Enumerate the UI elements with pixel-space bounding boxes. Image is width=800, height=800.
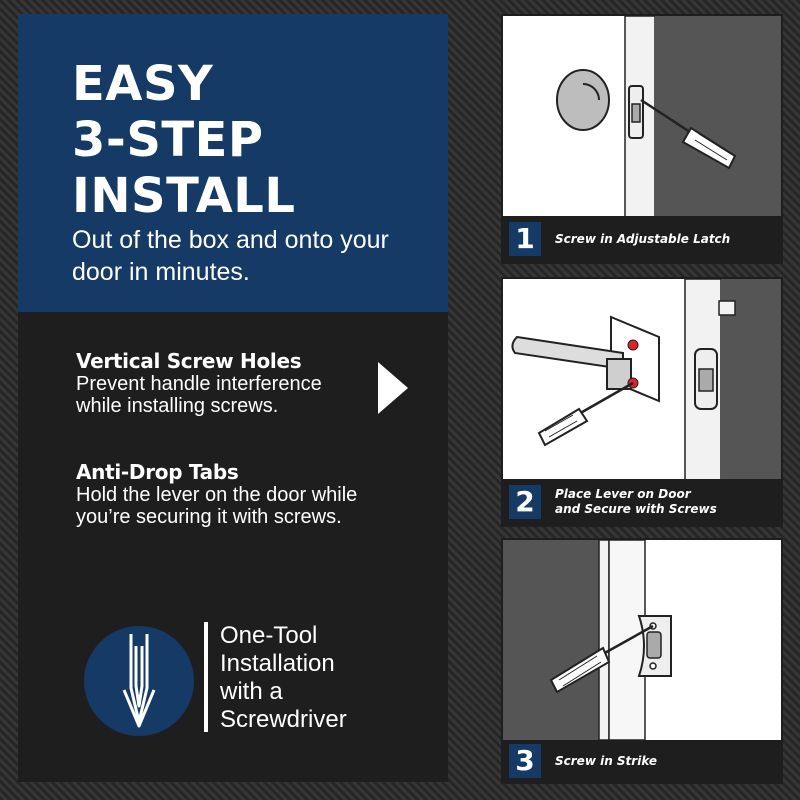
headline bbox=[72, 56, 295, 224]
strike-install-illustration bbox=[503, 540, 781, 740]
step-1-card bbox=[501, 14, 783, 264]
feature-vertical-screw-holes bbox=[76, 349, 356, 417]
step-caption-bar bbox=[503, 479, 781, 525]
headline-line: 3-STEP bbox=[72, 112, 264, 168]
feature-anti-drop-tabs bbox=[76, 460, 366, 528]
step-caption: Screw in Adjustable Latch bbox=[555, 232, 731, 246]
step-caption bbox=[555, 487, 717, 517]
step-caption-bar bbox=[503, 216, 781, 262]
tool-text bbox=[220, 622, 440, 734]
lever-install-illustration bbox=[503, 279, 781, 481]
feature-title: Anti-Drop Tabs bbox=[76, 460, 239, 484]
adjustable-latch-illustration bbox=[503, 16, 781, 220]
tool-text-line: Installation bbox=[220, 650, 335, 677]
step-caption-line: Place Lever on Door bbox=[555, 487, 691, 501]
feature-description: Hold the lever on the door while you’re securing it with screws. bbox=[76, 484, 358, 528]
tool-text-line: Screwdriver bbox=[220, 706, 347, 733]
step-number: 1 bbox=[509, 222, 541, 256]
step-3-card bbox=[501, 538, 783, 784]
hero-banner bbox=[18, 14, 448, 312]
step-2-card bbox=[501, 277, 783, 527]
tool-text-line: One-Tool bbox=[220, 622, 318, 649]
tool-divider bbox=[204, 622, 208, 732]
step-number: 3 bbox=[509, 744, 541, 778]
feature-title: Vertical Screw Holes bbox=[76, 349, 302, 373]
hero-subtitle: Out of the box and onto your door in minutes. bbox=[72, 226, 389, 286]
headline-line: EASY bbox=[72, 56, 214, 112]
feature-description: Prevent handle interference while installing screws. bbox=[76, 373, 322, 417]
step-caption-bar bbox=[503, 740, 781, 782]
step-caption-line: and Secure with Screws bbox=[555, 502, 717, 516]
headline-line: INSTALL bbox=[72, 168, 296, 224]
info-panel bbox=[18, 14, 448, 782]
tool-text-line: with a bbox=[220, 678, 283, 705]
step-caption: Screw in Strike bbox=[555, 754, 658, 768]
screwdriver-icon bbox=[84, 626, 194, 736]
arrow-right-icon bbox=[378, 362, 408, 414]
step-number: 2 bbox=[509, 485, 541, 519]
